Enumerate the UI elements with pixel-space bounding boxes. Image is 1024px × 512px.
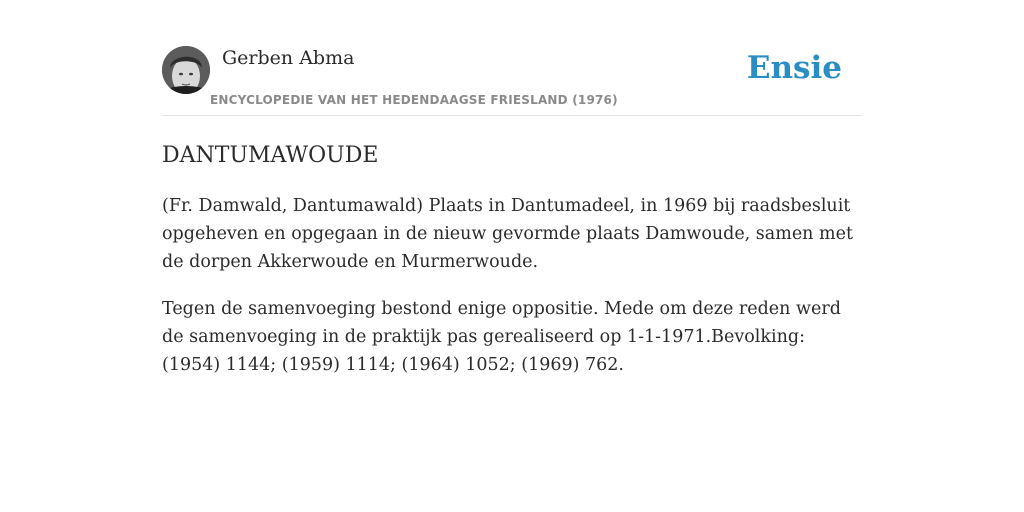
article-paragraph-2: Tegen de samenvoeging bestond enige oppositie. Mede om deze reden werd de samenvoeging in de praktijk pas gerealiseerd op 1-1-1971.Bevolking: (1954) 1144; (1959) 1114; (1964) 1052; (1969) 762.	[162, 299, 841, 375]
author-name[interactable]: Gerben Abma	[222, 47, 355, 69]
author-portrait-icon	[162, 46, 210, 94]
article-paragraph-1: (Fr. Damwald, Dantumawald) Plaats in Dantumadeel, in 1969 bij raadsbesluit opgeheven en opgegaan in de nieuw gevormde plaats Damwoude, samen met de dorpen Akkerwoude en Murmerwoude.	[162, 196, 853, 272]
author-avatar[interactable]	[162, 46, 210, 94]
brand-logo[interactable]: Ensie	[746, 50, 842, 86]
article-header	[162, 46, 862, 116]
article-title: DANTUMAWOUDE	[162, 143, 379, 168]
source-label[interactable]: ENCYCLOPEDIE VAN HET HEDENDAAGSE FRIESLAND (1976)	[210, 93, 618, 107]
article-page	[162, 46, 862, 379]
